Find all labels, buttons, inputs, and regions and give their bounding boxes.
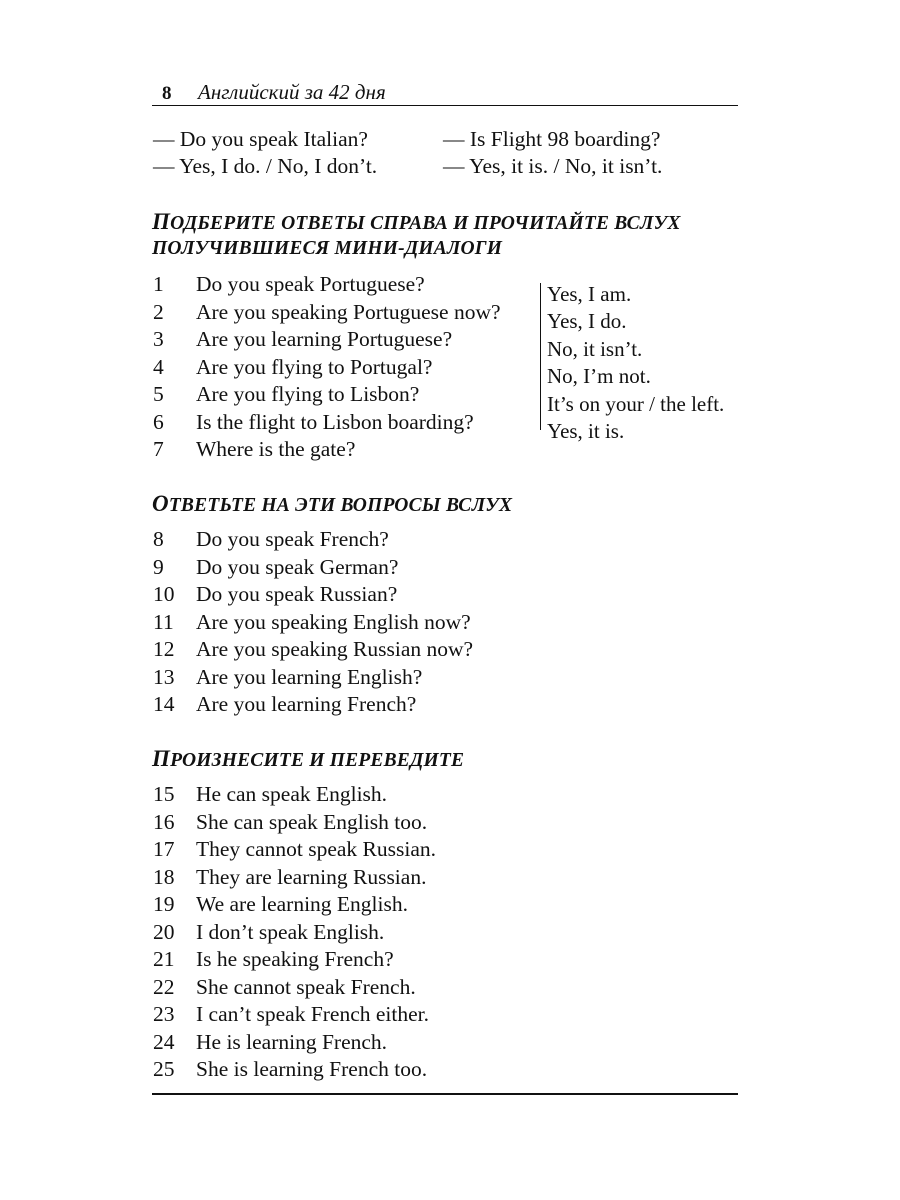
section-heading-match-line2: ПОЛУЧИВШИЕСЯ МИНИ-ДИАЛОГИ [152,238,503,259]
list-item [152,1002,738,1030]
list-item [152,637,738,665]
item-number: 12 [153,637,175,661]
answer-item: Yes, it is. [547,418,625,443]
section-heading-translate [152,746,464,772]
list-item [152,1057,738,1085]
translate-sentence-list [152,782,738,1085]
list-item [152,837,738,865]
item-text: Do you speak German? [196,554,399,579]
answer-item: Yes, I am. [547,282,632,306]
item-text: Are you learning French? [196,692,417,716]
item-number: 19 [153,892,175,916]
item-number: 24 [153,1029,175,1054]
item-text: Are you speaking English now? [196,609,471,634]
list-item [152,665,738,693]
heading-text: ТВЕТЬТЕ НА ЭТИ ВОПРОСЫ ВСЛУХ [168,495,513,516]
item-text: Where is the gate? [196,437,356,461]
list-item [152,527,738,555]
item-text: Is he speaking French? [196,947,394,971]
list-item [152,782,738,810]
item-number: 11 [153,609,174,634]
page-header [152,80,738,106]
item-number: 22 [153,974,175,999]
item-number: 4 [153,354,164,379]
dialog-left-question: — Do you speak Italian? [153,127,368,151]
item-text: I don’t speak English. [196,919,385,944]
list-item [152,582,738,610]
item-number: 20 [153,919,175,944]
item-text: Are you speaking Russian now? [196,637,474,661]
item-number: 10 [153,582,175,606]
item-number: 7 [153,437,164,461]
page-number: 8 [162,83,172,104]
item-text: Are you speaking Portuguese now? [196,299,501,324]
item-number: 9 [153,554,164,579]
list-item [152,610,738,638]
item-number: 6 [153,409,164,434]
item-number: 14 [153,692,175,716]
item-text: Is the flight to Lisbon boarding? [196,409,474,434]
section-heading-match [152,209,681,235]
item-number: 18 [153,864,175,889]
list-item [152,975,738,1003]
list-item [152,947,738,975]
item-text: She can speak English too. [196,809,428,834]
answer-question-list [152,527,738,720]
answer-item: It’s on your / the left. [547,391,725,416]
list-item [152,865,738,893]
item-text: Do you speak Russian? [196,582,398,606]
item-number: 15 [153,782,175,806]
item-text: He can speak English. [196,782,388,806]
item-number: 2 [153,299,164,324]
dialog-right-answer: — Yes, it is. / No, it isn’t. [443,154,663,178]
heading-initial: П [152,209,171,234]
item-text: I can’t speak French either. [196,1002,430,1026]
running-title: Английский за 42 дня [198,80,386,104]
item-number: 3 [153,327,164,351]
heading-text: РОИЗНЕСИТЕ И ПЕРЕВЕДИТЕ [170,750,465,771]
heading-initial: П [152,746,171,771]
item-number: 1 [153,272,164,296]
list-item [152,692,738,720]
item-text: Are you learning Portuguese? [196,327,453,351]
section-heading-answer [152,491,512,517]
item-text: Do you speak French? [196,527,389,551]
item-text: She cannot speak French. [196,974,416,999]
item-text: Are you flying to Portugal? [196,354,433,379]
list-item [152,555,738,583]
dialog-right-question: — Is Flight 98 boarding? [443,127,661,151]
answer-item: No, I’m not. [547,364,651,389]
answer-item: No, it isn’t. [547,336,643,361]
item-number: 5 [153,382,164,406]
item-text: Do you speak Portuguese? [196,272,425,296]
item-text: Are you learning English? [196,664,423,689]
heading-initial: О [152,491,169,516]
item-text: We are learning English. [196,892,408,916]
item-number: 8 [153,527,164,551]
list-item [152,920,738,948]
item-text: Are you flying to Lisbon? [196,382,420,406]
item-text: He is learning French. [196,1029,388,1054]
list-item [152,892,738,920]
list-item [152,1030,738,1058]
answer-item: Yes, I do. [547,309,627,334]
item-text: They are learning Russian. [196,864,427,889]
match-answer-list [540,282,725,443]
item-number: 23 [153,1002,175,1026]
bottom-rule [152,1093,738,1095]
dialog-left-answer: — Yes, I do. / No, I don’t. [153,154,378,178]
item-text: They cannot speak Russian. [196,837,437,861]
heading-text: ОДБЕРИТЕ ОТВЕТЫ СПРАВА И ПРОЧИТАЙТЕ ВСЛУХ [170,213,681,234]
item-number: 13 [153,664,175,689]
item-number: 16 [153,809,175,834]
list-item [152,810,738,838]
item-number: 25 [153,1057,175,1081]
item-text: She is learning French too. [196,1057,428,1081]
item-number: 17 [153,837,175,861]
item-number: 21 [153,947,175,971]
